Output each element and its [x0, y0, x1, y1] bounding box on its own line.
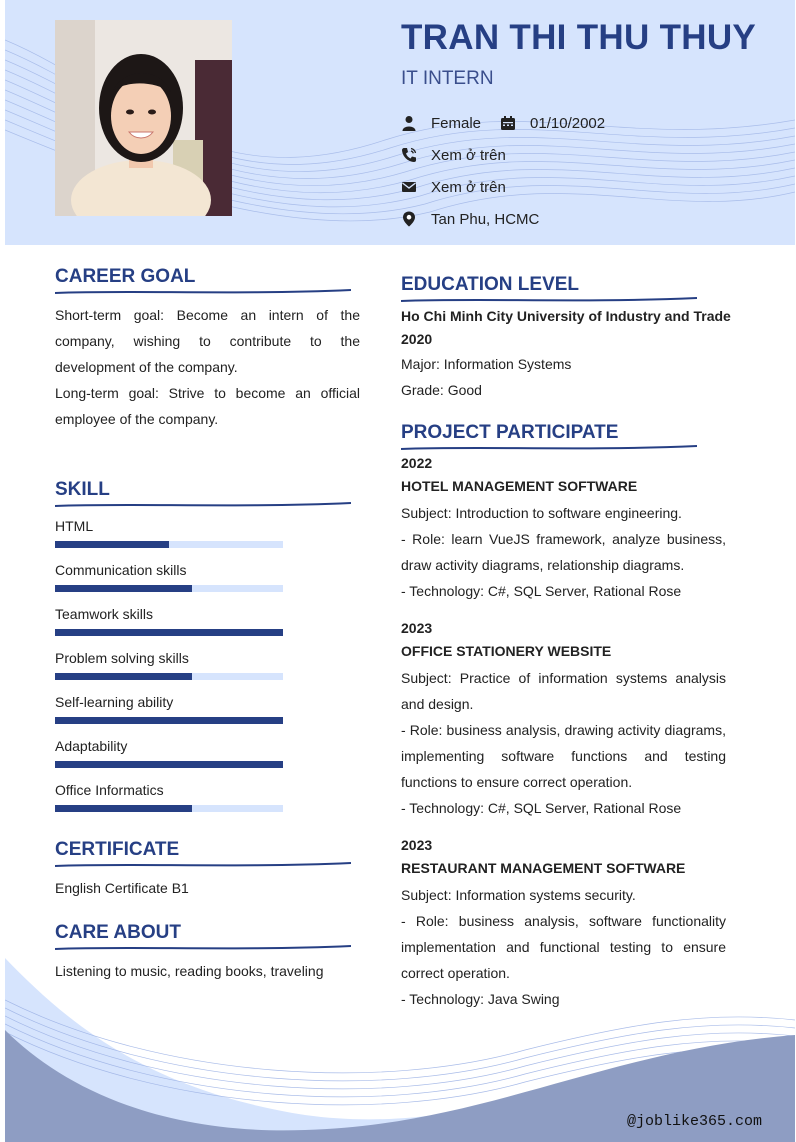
skill-bar-fill — [55, 717, 283, 724]
skill-label: HTML — [55, 518, 94, 534]
education-grade: Grade: Good — [401, 382, 482, 398]
person-icon — [401, 115, 417, 131]
certificate-value: English Certificate B1 — [55, 880, 189, 896]
cv-page — [5, 0, 795, 1142]
candidate-name: TRAN THI THU THUY — [401, 18, 757, 57]
project-role: - Role: learn VueJS framework, analyze business, draw activity diagrams, relationship diagrams. — [401, 531, 726, 573]
education-heading: EDUCATION LEVEL — [401, 274, 580, 295]
career-goal-heading: CAREER GOAL — [55, 266, 196, 287]
skill-bar — [55, 585, 283, 592]
project-year: 2023 — [401, 620, 433, 636]
address-row — [401, 208, 539, 230]
profile-photo — [55, 20, 232, 216]
project-item — [401, 452, 726, 604]
career-goal-underline — [55, 287, 351, 297]
project-year: 2023 — [401, 837, 433, 853]
skill-bar — [55, 805, 283, 812]
project-technology: - Technology: C#, SQL Server, Rational Rose — [401, 583, 682, 599]
skill-item — [55, 606, 283, 636]
care-about-value: Listening to music, reading books, traveling — [55, 963, 324, 979]
skill-item — [55, 562, 283, 592]
phone-value: Xem ở trên — [431, 146, 506, 164]
skill-label: Problem solving skills — [55, 650, 189, 666]
project-role: - Role: business analysis, drawing activity diagrams, implementing software functions and testing functions to ensure correct operation. — [401, 722, 726, 790]
skill-label: Communication skills — [55, 562, 187, 578]
email-value: Xem ở trên — [431, 178, 506, 196]
education-year: 2020 — [401, 331, 433, 347]
education-school: Ho Chi Minh City University of Industry and Trade — [401, 308, 731, 324]
skill-item — [55, 518, 283, 548]
envelope-icon — [401, 179, 417, 195]
address-value: Tan Phu, HCMC — [431, 210, 540, 228]
project-name: RESTAURANT MANAGEMENT SOFTWARE — [401, 860, 686, 876]
skill-bar — [55, 673, 283, 680]
project-technology: - Technology: Java Swing — [401, 991, 560, 1007]
skill-bar-fill — [55, 673, 192, 680]
education-underline — [401, 295, 697, 305]
skill-bar-fill — [55, 761, 283, 768]
gender-birthday-row — [401, 112, 605, 134]
certificate-underline — [55, 860, 351, 870]
skill-bar-fill — [55, 541, 169, 548]
skill-label: Office Informatics — [55, 782, 164, 798]
project-subject: Subject: Introduction to software engineering. — [401, 505, 682, 521]
skill-bar-fill — [55, 805, 192, 812]
skill-item — [55, 782, 283, 812]
phone-icon — [401, 147, 417, 163]
location-pin-icon — [401, 211, 417, 227]
care-about-heading: CARE ABOUT — [55, 922, 181, 943]
skill-bar — [55, 629, 283, 636]
project-subject: Subject: Information systems security. — [401, 887, 636, 903]
skill-item — [55, 694, 283, 724]
career-goal-short-term: Short-term goal: Become an intern of the company, wishing to contribute to the development of the company. — [55, 307, 360, 375]
skill-label: Teamwork skills — [55, 606, 154, 622]
skill-item — [55, 650, 283, 680]
skill-item — [55, 738, 283, 768]
projects-heading: PROJECT PARTICIPATE — [401, 422, 619, 443]
education-major: Major: Information Systems — [401, 356, 572, 372]
calendar-icon — [500, 115, 516, 131]
project-name: HOTEL MANAGEMENT SOFTWARE — [401, 478, 638, 494]
skill-label: Adaptability — [55, 738, 128, 754]
project-year: 2022 — [401, 455, 433, 471]
skill-bar — [55, 541, 283, 548]
skill-label: Self-learning ability — [55, 694, 174, 710]
skill-bar-fill — [55, 585, 192, 592]
skill-underline — [55, 500, 351, 510]
project-item — [401, 834, 726, 1012]
certificate-heading: CERTIFICATE — [55, 839, 180, 860]
project-role: - Role: business analysis, software functionality implementation and functional testing to ensure correct operation. — [401, 913, 726, 981]
watermark: @joblike365.com — [627, 1113, 763, 1130]
gender-value: Female — [431, 114, 482, 132]
skill-bar-fill — [55, 629, 283, 636]
project-name: OFFICE STATIONERY WEBSITE — [401, 643, 612, 659]
career-goal-long-term: Long-term goal: Strive to become an official employee of the company. — [55, 385, 360, 427]
skill-bar — [55, 761, 283, 768]
birthday-value: 01/10/2002 — [530, 114, 606, 132]
candidate-position: IT INTERN — [401, 68, 494, 89]
phone-row — [401, 144, 506, 166]
project-subject: Subject: Practice of information systems analysis and design. — [401, 670, 726, 712]
skill-bar — [55, 717, 283, 724]
email-row — [401, 176, 506, 198]
project-item — [401, 617, 726, 821]
project-technology: - Technology: C#, SQL Server, Rational Rose — [401, 800, 682, 816]
skill-heading: SKILL — [55, 479, 110, 500]
